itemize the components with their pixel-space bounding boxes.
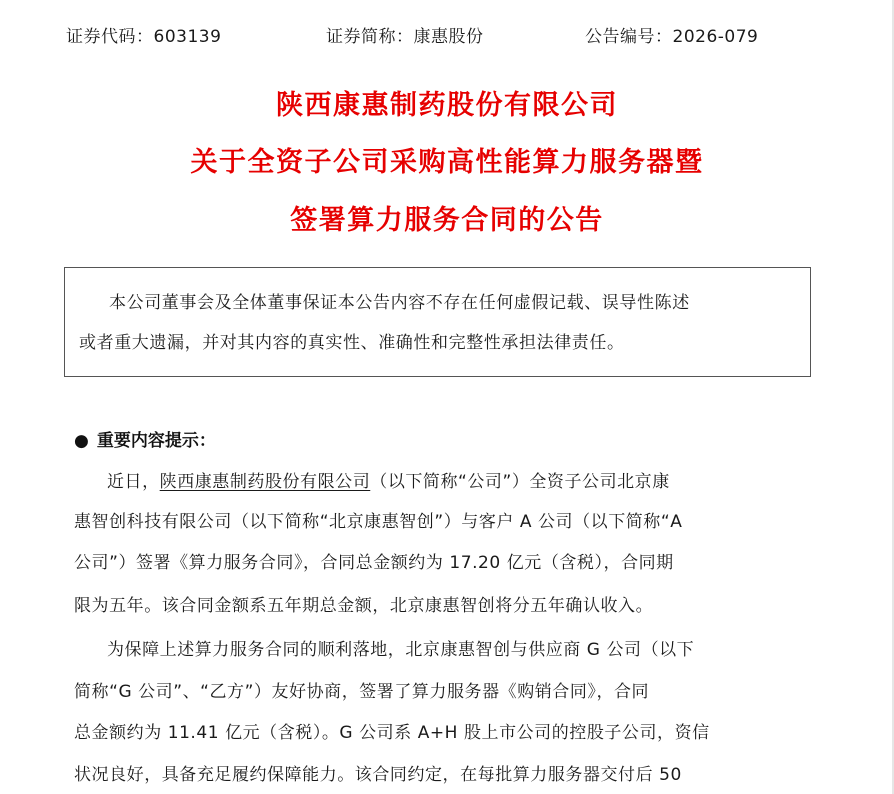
announcement-number: 公告编号：2026-079 xyxy=(585,27,759,47)
announcement-header xyxy=(0,22,894,46)
paragraph-1-line-3: 公司”）签署《算力服务合同》，合同总金额约为 17.20 亿元（含税），合同期 xyxy=(74,553,674,573)
security-code: 证券代码：603139 xyxy=(66,27,222,47)
bullet-icon: ● xyxy=(74,431,89,451)
paragraph-1-suffix: （以下简称“公司”）全资子公司北京康 xyxy=(370,472,670,492)
section-heading xyxy=(74,426,216,451)
section-heading-text: 重要内容提示： xyxy=(96,431,216,451)
board-guarantee-notice xyxy=(64,267,811,377)
company-name-link[interactable]: 陕西康惠制药股份有限公司 xyxy=(159,472,371,492)
paragraph-1-line-1 xyxy=(107,467,670,492)
title-line-subject: 关于全资子公司采购高性能算力服务器暨 xyxy=(190,147,704,178)
paragraph-1-prefix: 近日， xyxy=(107,472,160,492)
paragraph-2-line-4: 状况良好，具备充足履约保障能力。该合同约定，在每批算力服务器交付后 50 xyxy=(74,765,682,785)
paragraph-2-line-2: 简称“G 公司”、“乙方”）友好协商，签署了算力服务器《购销合同》，合同 xyxy=(74,682,650,702)
paragraph-2-line-3: 总金额约为 11.41 亿元（含税）。G 公司系 A+H 股上市公司的控股子公司，资信 xyxy=(74,723,710,743)
notice-line-1: 本公司董事会及全体董事保证本公告内容不存在任何虚假记载、误导性陈述 xyxy=(109,293,690,313)
paragraph-1-line-2: 惠智创科技有限公司（以下简称“北京康惠智创”）与客户 A 公司（以下简称“A xyxy=(74,512,683,532)
paragraph-2-line-1: 为保障上述算力服务合同的顺利落地，北京康惠智创与供应商 G 公司（以下 xyxy=(107,640,695,660)
title-line-contract: 签署算力服务合同的公告 xyxy=(290,205,604,236)
notice-line-2: 或者重大遗漏，并对其内容的真实性、准确性和完整性承担法律责任。 xyxy=(79,333,625,353)
security-name: 证券简称：康惠股份 xyxy=(326,27,484,47)
paragraph-1-line-4: 限为五年。该合同金额系五年期总金额，北京康惠智创将分五年确认收入。 xyxy=(74,596,654,616)
title-line-company: 陕西康惠制药股份有限公司 xyxy=(276,90,618,121)
